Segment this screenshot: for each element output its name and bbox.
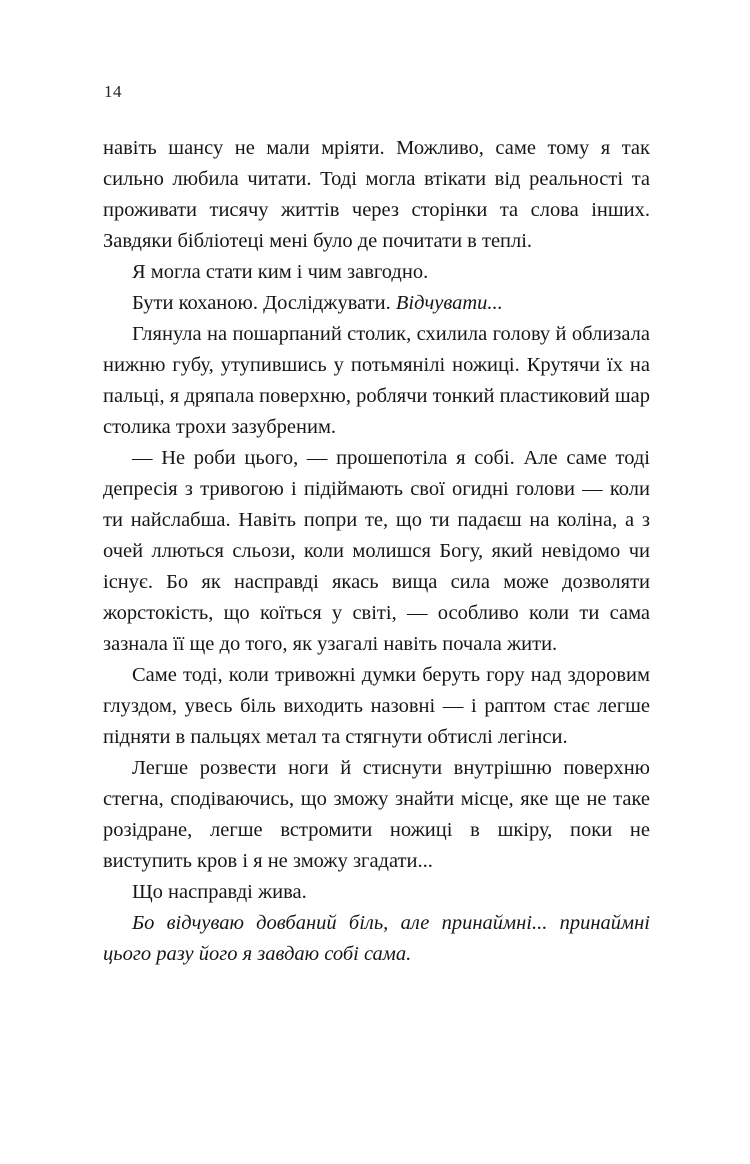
paragraph — [103, 908, 650, 970]
paragraph — [103, 443, 650, 660]
paragraph — [103, 319, 650, 443]
body-text: Саме тоді, коли тривожні думки беруть гору над здоровим глуздом, увесь біль виходить назовні — і раптом стає легше підняти в пальцях метал та стягнути обтислі легінси. — [103, 664, 650, 748]
page-number: 14 — [104, 82, 122, 101]
paragraph — [103, 660, 650, 753]
body-text: Що насправді жива. — [132, 881, 307, 903]
text-block — [103, 133, 650, 970]
paragraph — [103, 257, 650, 288]
paragraph — [103, 877, 650, 908]
paragraph — [103, 133, 650, 257]
body-text: Глянула на пошарпаний столик, схилила голову й облизала нижню губу, утупившись у потьмянілі ножиці. Крутячи їх на пальці, я дряпала поверхню, роблячи тонкий пластиковий шар столика трохи зазубреним. — [103, 323, 650, 438]
italic-text: Бо відчуваю довбаний біль, але принаймні... принаймні цього разу його я завдаю собі сама. — [103, 912, 650, 965]
italic-text: Відчувати... — [395, 292, 503, 314]
paragraph — [103, 288, 650, 319]
body-text: — Не роби цього, — прошепотіла я собі. Але саме тоді депресія з тривогою і підіймають свої огидні голови — коли ти найслабша. Навіть попри те, що ти падаєш на коліна, а з очей ллються сльози, коли молишся Богу, який невідомо чи існує. Бо як насправді якась вища сила може дозволяти жорстокість, що коїться у світі, — особливо коли ти сама зазнала її ще до того, як узагалі навіть почала жити. — [103, 447, 650, 655]
body-text: Бути коханою. Досліджувати. — [132, 292, 396, 314]
body-text: Легше розвести ноги й стиснути внутрішню поверхню стегна, сподіваючись, що зможу знайти місце, яке ще не таке розідране, легше встромити ножиці в шкіру, поки не виступить кров і я не зможу згадати... — [103, 757, 650, 872]
body-text: навіть шансу не мали мріяти. Можливо, саме тому я так сильно любила читати. Тоді могла втікати від реальності та проживати тисячу життів через сторінки та слова інших. Завдяки бібліотеці мені було де почитати в теплі. — [103, 137, 650, 252]
body-text: Я могла стати ким і чим завгодно. — [132, 261, 429, 283]
paragraph — [103, 753, 650, 877]
